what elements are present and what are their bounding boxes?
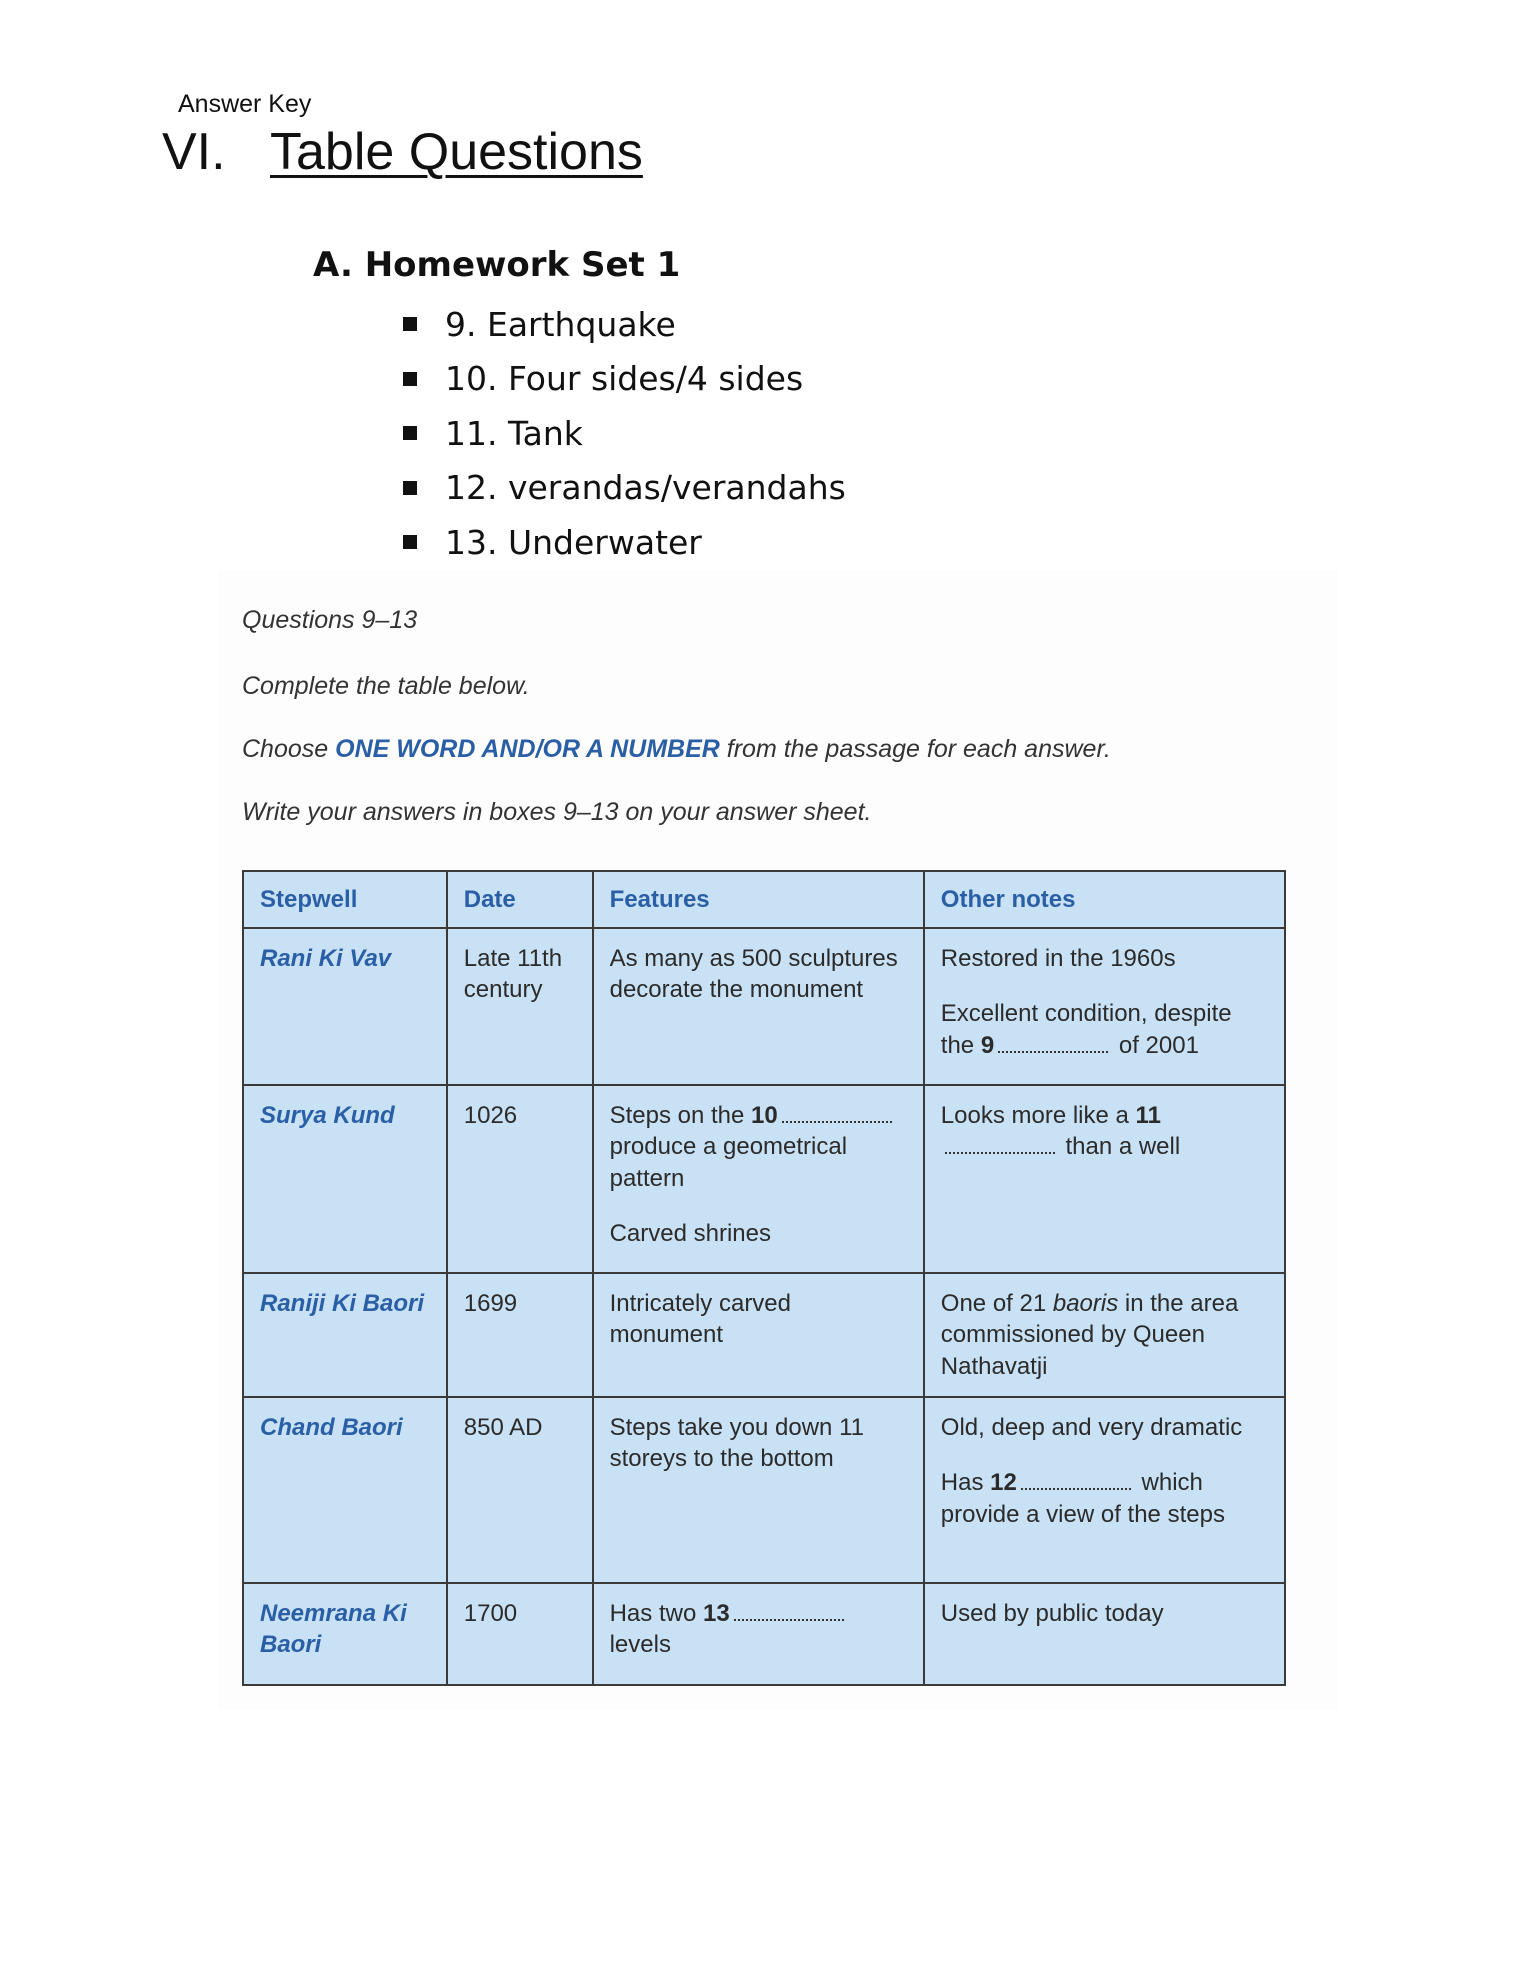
stepwell-date: 1026	[447, 1085, 593, 1273]
column-header: Features	[593, 871, 924, 928]
notes-text: than a well	[1058, 1133, 1181, 1161]
instruction-emphasis: ONE WORD AND/OR A NUMBER	[335, 735, 720, 763]
answer-blank	[734, 1601, 844, 1621]
stepwell-notes	[924, 928, 1285, 1085]
questions-heading: Questions 9–13	[242, 606, 418, 634]
notes-text: which provide a view of the steps	[940, 1469, 1225, 1528]
answer-blank	[1021, 1470, 1131, 1490]
instruction-text: from the passage for each answer.	[719, 735, 1111, 763]
stepwell-date: Late 11th century	[447, 928, 593, 1085]
list-item	[403, 297, 846, 352]
stepwell-date: 1700	[447, 1583, 593, 1685]
notes-text: of 2001	[1112, 1031, 1199, 1059]
question-number: 10	[751, 1102, 778, 1130]
features-text: levels	[609, 1631, 671, 1659]
stepwell-notes	[924, 1397, 1285, 1583]
column-header: Stepwell	[243, 871, 447, 928]
list-item	[403, 515, 846, 570]
section-title: Table Questions	[270, 123, 643, 181]
column-header: Date	[447, 871, 593, 928]
scanned-question-image	[218, 570, 1338, 1710]
square-bullet-icon	[403, 372, 417, 386]
answer-blank	[998, 1033, 1108, 1053]
stepwell-date: 850 AD	[447, 1397, 593, 1583]
table-row	[243, 1583, 1285, 1685]
stepwell-features: As many as 500 sculptures decorate the monument	[593, 928, 924, 1085]
instruction-text: Choose	[242, 735, 336, 763]
table-row	[243, 1273, 1285, 1397]
instruction-choose	[242, 735, 1111, 764]
notes-text: One of 21	[940, 1290, 1053, 1318]
features-text: Carved shrines	[609, 1219, 771, 1247]
stepwell-date: 1699	[447, 1273, 593, 1397]
stepwell-features: Intricately carved monument	[593, 1273, 924, 1397]
table-row	[243, 1085, 1285, 1273]
answer-text: 9. Earthquake	[445, 304, 676, 344]
answer-text: 13. Underwater	[445, 522, 702, 562]
section-numeral: VI.	[162, 123, 226, 181]
table-row	[243, 1397, 1285, 1583]
square-bullet-icon	[403, 317, 417, 331]
notes-text: in the area commissioned by Queen Nathavatji	[940, 1290, 1239, 1380]
answer-key-label: Answer Key	[178, 90, 312, 118]
stepwell-table	[242, 870, 1286, 1686]
answer-blank	[945, 1134, 1055, 1154]
stepwell-name: Chand Baori	[243, 1397, 447, 1583]
stepwell-name: Rani Ki Vav	[243, 928, 447, 1085]
stepwell-name: Raniji Ki Baori	[243, 1273, 447, 1397]
answer-text: 11. Tank	[445, 413, 583, 453]
question-number: 11	[1135, 1102, 1161, 1130]
table-row	[243, 928, 1285, 1085]
table-header-row	[243, 871, 1285, 928]
question-number: 13	[702, 1600, 730, 1628]
answer-blank	[782, 1103, 892, 1123]
square-bullet-icon	[403, 426, 417, 440]
notes-text: Old, deep and very dramatic	[940, 1414, 1243, 1442]
homework-heading: A. Homework Set 1	[313, 245, 681, 285]
notes-text: Has	[940, 1469, 991, 1497]
answer-text: 10. Four sides/4 sides	[445, 359, 804, 399]
features-text: Steps on the	[609, 1102, 752, 1130]
stepwell-name: Surya Kund	[243, 1085, 447, 1273]
notes-emphasis: baoris	[1052, 1290, 1119, 1318]
stepwell-notes: Used by public today	[924, 1583, 1285, 1685]
section-heading	[162, 122, 643, 182]
stepwell-notes	[924, 1085, 1285, 1273]
instruction-write: Write your answers in boxes 9–13 on your answer sheet.	[242, 798, 872, 826]
answer-list	[403, 297, 846, 570]
stepwell-features	[593, 1583, 924, 1685]
column-header: Other notes	[924, 871, 1285, 928]
list-item	[403, 352, 846, 407]
question-number: 12	[990, 1469, 1017, 1497]
list-item	[403, 406, 846, 461]
notes-text: Looks more like a	[940, 1102, 1136, 1130]
stepwell-features: Steps take you down 11 storeys to the bottom	[593, 1397, 924, 1583]
square-bullet-icon	[403, 535, 417, 549]
features-text: Has two	[609, 1600, 703, 1628]
features-text: produce a geometrical pattern	[609, 1133, 848, 1192]
instruction-complete: Complete the table below.	[242, 672, 530, 700]
square-bullet-icon	[403, 481, 417, 495]
notes-text: Excellent condition, despite the	[940, 1000, 1232, 1059]
stepwell-notes	[924, 1273, 1285, 1397]
question-number: 9	[980, 1031, 995, 1059]
list-item	[403, 461, 846, 516]
notes-text: Restored in the 1960s	[940, 945, 1176, 973]
stepwell-name: Neemrana Ki Baori	[243, 1583, 447, 1685]
answer-text: 12. verandas/verandahs	[445, 468, 846, 508]
stepwell-features	[593, 1085, 924, 1273]
